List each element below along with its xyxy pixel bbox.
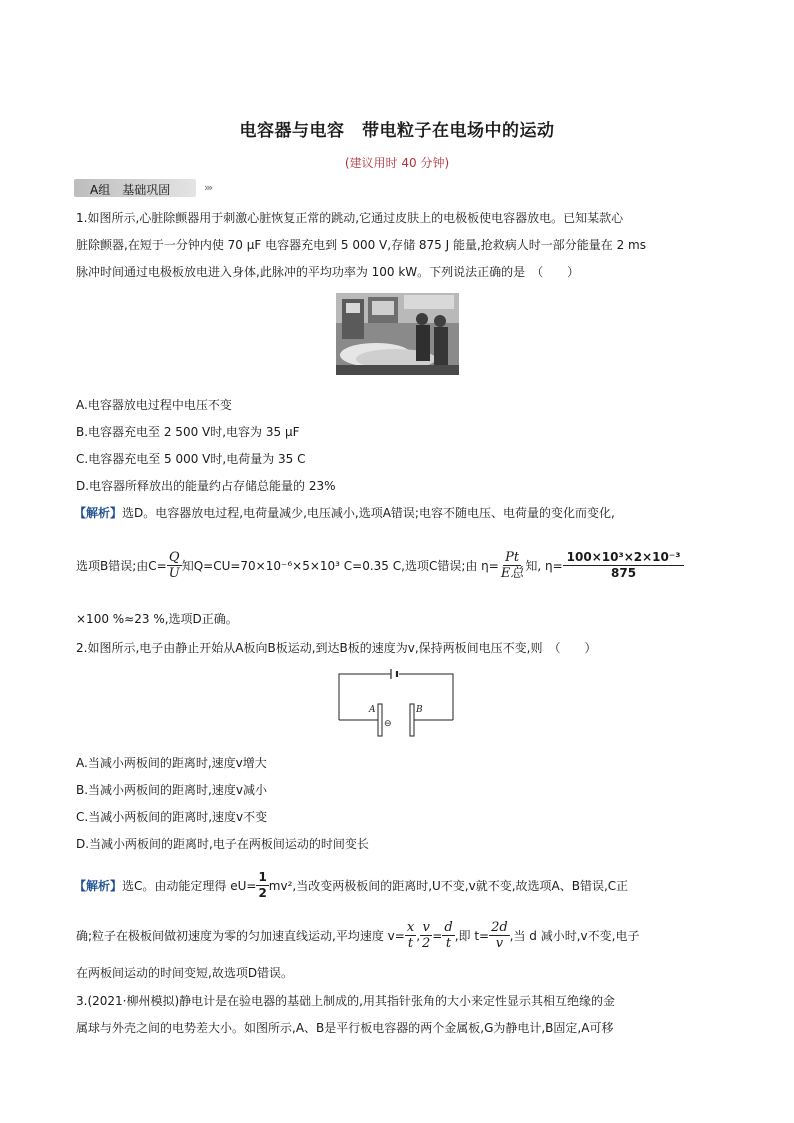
- q2-option-b: B.当减小两板间的距离时,速度v减小: [76, 783, 267, 797]
- electron-icon: ⊖: [384, 719, 392, 729]
- fraction-one-half: [256, 870, 268, 901]
- analysis-tag: 【解析】: [74, 506, 123, 520]
- q2-option-c: C.当减小两板间的距离时,速度v不变: [76, 810, 268, 824]
- q2-stem: 2.如图所示,电子由静止开始从A板向B板运动,到达B板的速度为v,保持两板间电压不变,则 （ ）: [76, 641, 597, 655]
- frac-numerator: 1: [258, 870, 267, 884]
- q1-option-d: D.电容器所释放出的能量约占存储总能量的 23%: [76, 479, 336, 493]
- q2-analysis-seg-b: mv²,当改变两极板间的距离时,U不变,v就不变,故选项A、B错误,C正: [268, 878, 629, 893]
- fraction-efficiency: [563, 550, 685, 581]
- analysis-tag: 【解析】: [74, 878, 123, 893]
- q2-analysis-line3: 在两板间运动的时间变短,故选项D错误。: [76, 966, 294, 980]
- q2-analysis-seg-e: ,当 d 减小时,v不变,电子: [509, 928, 640, 943]
- plate-a-label: A: [369, 705, 376, 715]
- q1-analysis-text: 选D。电容器放电过程,电荷量减少,电压减小,选项A错误;电容不随电压、电荷量的变化而变化,: [122, 506, 615, 520]
- q2-analysis-seg-c: 确;粒子在极板间做初速度为零的匀加速直线运动,平均速度 v=: [76, 928, 405, 943]
- fraction-2d-over-v: [489, 920, 510, 951]
- frac-denominator: t: [407, 936, 414, 951]
- suggested-time: (建议用时 40 分钟): [344, 156, 450, 170]
- q1-analysis-line3: ×100 %≈23 %,选项D正确。: [76, 612, 238, 626]
- frac-numerator: d: [444, 920, 453, 935]
- q2-analysis-seg-a: 选C。由动能定理得 eU=: [122, 878, 257, 893]
- section-label: A组 基础巩固: [90, 183, 171, 197]
- frac-denominator: U: [168, 566, 180, 581]
- q1-analysis-seg-c: 知, η=: [525, 558, 563, 573]
- q2-analysis-line2: 确;粒子在极板间做初速度为零的匀加速直线运动,平均速度 v= $\frac{x}{t}$ , $\frac{v}{2}$ = $\frac{d}{t}$ ,即 t= $\frac{2d}{v}$ ,当 d 减小时,v不变,电子: [76, 920, 640, 951]
- q1-analysis-line2: [76, 550, 684, 581]
- frac-numerator: v: [422, 920, 430, 935]
- capacitor-circuit-diagram: [335, 668, 457, 742]
- q1-stem-line1: 1.如图所示,心脏除颤器用于刺激心脏恢复正常的跳动,它通过皮肤上的电极板使电容器放电。已知某款心: [76, 211, 624, 225]
- q2-analysis-line1: [74, 870, 628, 901]
- frac-denominator: 875: [611, 566, 637, 580]
- q1-option-b: B.电容器充电至 2 500 V时,电容为 35 μF: [76, 425, 300, 439]
- plate-b-label: B: [416, 705, 423, 715]
- fraction-v-over-2: [420, 920, 432, 951]
- frac-numerator: Q: [168, 550, 180, 565]
- q1-analysis-seg-b: 知Q=CU=70×10⁻⁶×5×10³ C=0.35 C,选项C错误;由 η=: [181, 558, 499, 573]
- q2-option-d: D.当减小两板间的距离时,电子在两板间运动的时间变长: [76, 837, 369, 851]
- frac-numerator: 2d: [491, 920, 508, 935]
- q2-option-a: A.当减小两板间的距离时,速度v增大: [76, 756, 267, 770]
- frac-numerator: x: [406, 920, 415, 935]
- q1-option-a: A.电容器放电过程中电压不变: [76, 398, 232, 412]
- q1-analysis-seg-a: 选项B错误;由C=: [76, 558, 167, 573]
- q3-stem-line2: 属球与外壳之间的电势差大小。如图所示,A、B是平行板电容器的两个金属板,G为静电计,B固定,A可移: [76, 1021, 614, 1035]
- page-title: 电容器与电容 带电粒子在电场中的运动: [239, 121, 555, 141]
- frac-denominator: 2: [258, 886, 267, 900]
- q1-stem-line3: 脉冲时间通过电极板放电进入身体,此脉冲的平均功率为 100 kW。下列说法正确的是 （ ）: [76, 265, 580, 279]
- frac-denominator: E总: [500, 566, 524, 581]
- chevron-arrows-icon: ›››: [204, 181, 212, 194]
- q3-stem-line1: 3.(2021·柳州模拟)静电计是在验电器的基础上制成的,用其指针张角的大小来定性显示其相互绝缘的金: [76, 994, 615, 1008]
- frac-numerator: Pt: [505, 550, 520, 565]
- q1-option-c: C.电容器充电至 5 000 V时,电荷量为 35 C: [76, 452, 306, 466]
- frac-denominator: 2: [422, 936, 431, 951]
- frac-denominator: t: [445, 936, 452, 951]
- defibrillator-photo: [336, 293, 459, 375]
- q2-analysis-seg-d: ,即 t=: [454, 928, 490, 943]
- fraction-x-over-t: [405, 920, 416, 951]
- fraction-q-over-u: [167, 550, 182, 581]
- q1-stem-line2: 脏除颤器,在短于一分钟内使 70 μF 电容器充电到 5 000 V,存储 875 J 能量,抢救病人时一部分能量在 2 ms: [76, 238, 646, 252]
- fraction-d-over-t: [442, 920, 454, 951]
- frac-numerator: 100×10³×2×10⁻³: [563, 550, 685, 566]
- frac-denominator: v: [495, 936, 504, 951]
- fraction-pt-over-e: [499, 550, 526, 581]
- q1-analysis-line1: [74, 505, 615, 521]
